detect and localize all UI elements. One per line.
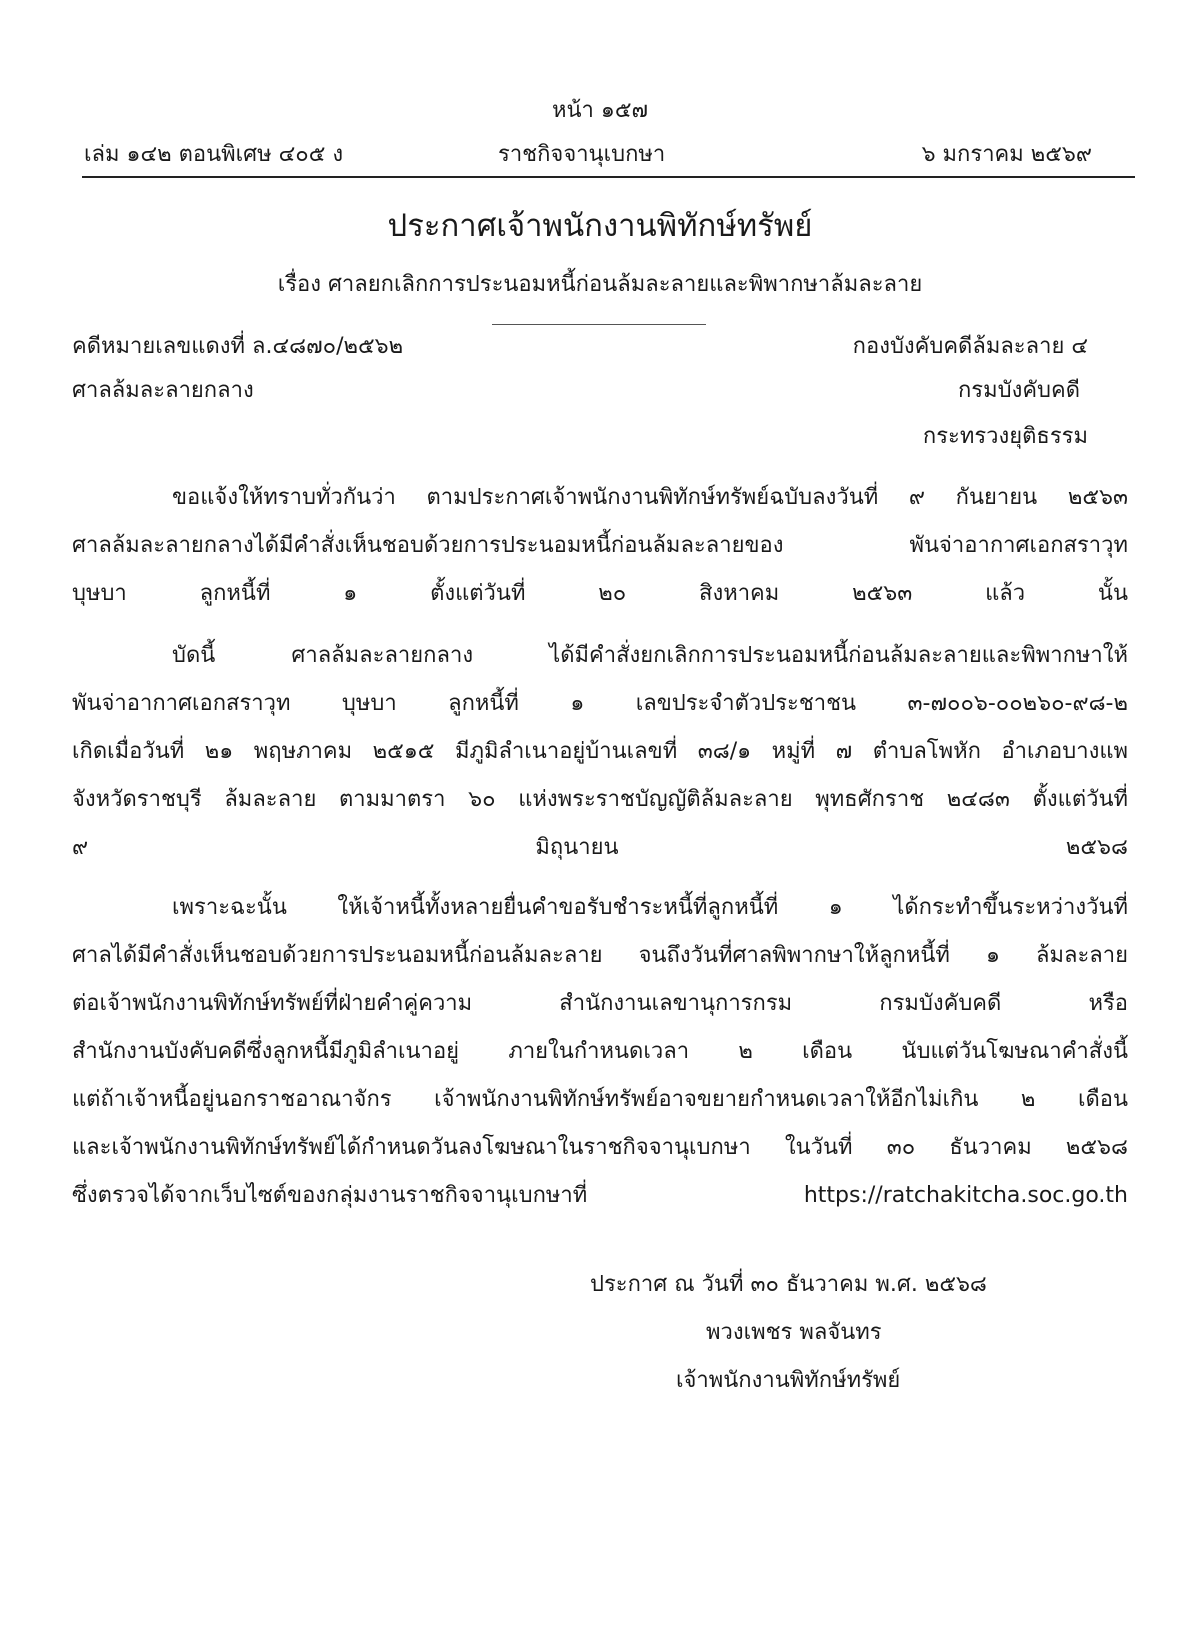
paragraph-line: เพราะฉะนั้น ให้เจ้าหนี้ทั้งหลายยื่นคำขอรับชำระหนี้ที่ลูกหนี้ที่ ๑ ได้กระทำขึ้นระหว่างวันที่ — [172, 895, 1128, 920]
paragraph-1 — [72, 474, 1128, 618]
paragraph-line: ๙ มิถุนายน ๒๕๖๘ — [72, 835, 1128, 860]
paragraph-line: ศาลได้มีคำสั่งเห็นชอบด้วยการประนอมหนี้ก่อนล้มละลาย จนถึงวันที่ศาลพิพากษาให้ลูกหนี้ที่ ๑ ล้มละลาย — [72, 943, 1128, 968]
case-number: คดีหมายเลขแดงที่ ล.๔๘๗๐/๒๕๖๒ — [72, 334, 404, 359]
paragraph-line: ศาลล้มละลายกลางได้มีคำสั่งเห็นชอบด้วยการประนอมหนี้ก่อนล้มละลายของ พันจ่าอากาศเอกสราวุท — [72, 533, 1128, 558]
paragraph-line: จังหวัดราชบุรี ล้มละลาย ตามมาตรา ๖๐ แห่งพระราชบัญญัติล้มละลาย พุทธศักราช ๒๔๘๓ ตั้งแต่วันที่ — [72, 787, 1128, 812]
paragraph-line: บัดนี้ ศาลล้มละลายกลาง ได้มีคำสั่งยกเลิกการประนอมหนี้ก่อนล้มละลายและพิพากษาให้ — [172, 643, 1128, 668]
court-name: ศาลล้มละลายกลาง — [72, 378, 254, 403]
signatory-position: เจ้าพนักงานพิทักษ์ทรัพย์ — [676, 1368, 901, 1393]
paragraph-line: แต่ถ้าเจ้าหนี้อยู่นอกราชอาณาจักร เจ้าพนักงานพิทักษ์ทรัพย์อาจขยายกำหนดเวลาให้อีกไม่เกิน ๒ เดือน — [72, 1087, 1128, 1112]
paragraph-line: ต่อเจ้าพนักงานพิทักษ์ทรัพย์ที่ฝ่ายคำคู่ความ สำนักงานเลขานุการกรม กรมบังคับคดี หรือ — [72, 991, 1128, 1016]
paragraph-line: ซึ่งตรวจได้จากเว็บไซต์ของกลุ่มงานราชกิจจานุเบกษาที่ https://ratchakitcha.soc.go.th — [72, 1183, 1128, 1208]
announcement-subject: เรื่อง ศาลยกเลิกการประนอมหนี้ก่อนล้มละลายและพิพากษาล้มละลาย — [277, 272, 923, 297]
paragraph-3 — [72, 884, 1128, 1220]
department-name: กรมบังคับคดี — [957, 378, 1080, 403]
volume-label: เล่ม ๑๔๒ ตอนพิเศษ ๔๐๕ ง — [84, 142, 344, 167]
division-name: กองบังคับคดีล้มละลาย ๔ — [852, 334, 1088, 359]
ministry-name: กระทรวงยุติธรรม — [922, 424, 1088, 449]
paragraph-line: เกิดเมื่อวันที่ ๒๑ พฤษภาคม ๒๕๑๕ มีภูมิลำเนาอยู่บ้านเลขที่ ๓๘/๑ หมู่ที่ ๗ ตำบลโพหัก อำเภอบางแพ — [72, 739, 1128, 764]
paragraph-2 — [72, 632, 1128, 872]
announcement-date: ประกาศ ณ วันที่ ๓๐ ธันวาคม พ.ศ. ๒๕๖๘ — [590, 1272, 987, 1297]
issue-date: ๖ มกราคม ๒๕๖๙ — [921, 142, 1092, 167]
subject-divider — [492, 324, 706, 325]
paragraph-line: สำนักงานบังคับคดีซึ่งลูกหนี้มีภูมิลำเนาอยู่ ภายในกำหนดเวลา ๒ เดือน นับแต่วันโฆษณาคำสั่งนี้ — [72, 1039, 1128, 1064]
paragraph-line: และเจ้าพนักงานพิทักษ์ทรัพย์ได้กำหนดวันลงโฆษณาในราชกิจจานุเบกษา ในวันที่ ๓๐ ธันวาคม ๒๕๖๘ — [72, 1135, 1128, 1160]
paragraph-line: ขอแจ้งให้ทราบทั่วกันว่า ตามประกาศเจ้าพนักงานพิทักษ์ทรัพย์ฉบับลงวันที่ ๙ กันยายน ๒๕๖๓ — [172, 485, 1128, 510]
paragraph-line: พันจ่าอากาศเอกสราวุท บุษบา ลูกหนี้ที่ ๑ เลขประจำตัวประชาชน ๓-๗๐๐๖-๐๐๒๖๐-๙๘-๒ — [72, 691, 1128, 716]
announcement-title: ประกาศเจ้าพนักงานพิทักษ์ทรัพย์ — [387, 208, 813, 244]
signatory-name: พวงเพชร พลจันทร — [706, 1320, 882, 1345]
page-number: หน้า ๑๕๗ — [551, 98, 649, 123]
paragraph-line: บุษบา ลูกหนี้ที่ ๑ ตั้งแต่วันที่ ๒๐ สิงหาคม ๒๕๖๓ แล้ว นั้น — [72, 581, 1128, 606]
header-divider — [82, 176, 1135, 178]
gazette-name: ราชกิจจานุเบกษา — [498, 142, 666, 167]
